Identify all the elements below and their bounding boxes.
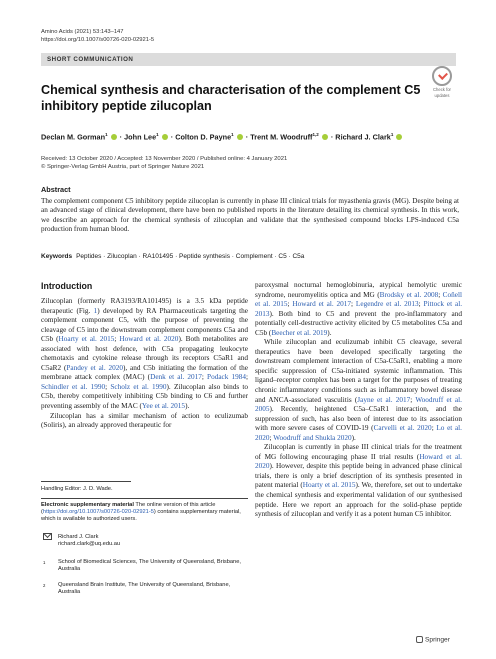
publisher-name: Springer	[425, 636, 450, 644]
orcid-icon[interactable]	[162, 134, 168, 140]
intro-paragraph-1: Zilucoplan (formerly RA3193/RA101495) is a 3.5 kDa peptide therapeutic (Fig. 1) developed by RA Pharmaceuticals targeting the complement component C5, with the purpose of preventing the cleavage of C5 into the downstream complement components C5a and C5b (Hoarty et al. 2015; Howard et al. 2020). Both metabolites are associated with host defence, with C5a propagating leukocyte chemotaxis and cytokine release through its receptors C5aR1 and C5aR2 (Pandey et al. 2020), and C5b initiating the formation of the membrane attack complex (MAC) (Denk et al. 2017; Podack 1984; Schindler et al. 1990; Scholz et al. 1990). Zilucoplan also binds to C5b, thereby competitively inhibiting C5b binding to C6 and further preventing assembly of the MAC (Yee et al. 2015).	[41, 297, 249, 411]
orcid-icon[interactable]	[396, 134, 402, 140]
article-title: Chemical synthesis and characterisation of the complement C5 inhibitory peptide zilucoplan	[41, 83, 421, 113]
citation-link[interactable]: Pittock et al. 2013	[255, 300, 463, 318]
publisher-logo	[416, 636, 450, 643]
esm-doi-link[interactable]: https://doi.org/10.1007/s00726-020-02921-5	[42, 509, 154, 516]
author-affiliation-sup: 1	[231, 132, 234, 137]
keywords-list: Peptides · Zilucoplan · RA101495 · Peptide synthesis · Complement · C5 · C5a	[76, 253, 305, 260]
envelope-icon	[43, 533, 52, 540]
abstract-text: The complement component C5 inhibitory peptide zilucoplan is currently in phase III clinical trials for myasthenia gravis (MG). Despite being at an advanced stage of clinical development, there have been no published reports in the literature detailing its chemical synthesis. In this work, we describe an approach for the chemical synthesis of zilucoplan and validate that the synthesised compound blocks LPS-induced C5a production from human blood.	[41, 197, 459, 233]
intro-paragraph-2-continued: paroxysmal nocturnal hemoglobinuria, atypical hemolytic uremic syndrome, neuromyelitis optica and MG (Brodsky et al. 2008; Coñell et al. 2015; Howard et al. 2017; Legendre et al. 2013; Pittock et al. 2013). Both bind to C5 and prevent the pro-inflammatory and potentially cell-destructive activity elicited by C5 metabolites C5a and C5b (Beecher et al. 2019).	[255, 281, 463, 337]
keywords-line	[41, 252, 459, 261]
citation-link[interactable]: Lo et al. 2020	[255, 424, 462, 442]
citation-link[interactable]: Yee et al. 2015	[141, 402, 186, 411]
contact-name: Richard J. Clark	[58, 534, 99, 540]
journal-citation: Amino Acids (2021) 53:143–147	[41, 29, 124, 35]
citation-link[interactable]: Hoarty et al. 2015	[58, 335, 115, 344]
citation-link[interactable]: Jayne et al. 2017	[357, 395, 411, 404]
esm-divider	[41, 498, 248, 499]
check-for-updates-badge[interactable]	[424, 66, 460, 98]
affiliation-item	[41, 582, 248, 596]
author-name[interactable]: Richard J. Clark	[335, 132, 391, 142]
author-name[interactable]: John Lee	[124, 132, 157, 142]
affiliation-item	[41, 559, 248, 573]
citation-link[interactable]: Howard et al. 2017	[292, 300, 352, 309]
citation-link[interactable]: Legendre et al. 2013	[355, 300, 419, 309]
citation-link[interactable]: Hoarty et al. 2015	[302, 481, 356, 490]
author-affiliation-sup: 1	[105, 132, 108, 137]
author-affiliation-sup: 1	[156, 132, 159, 137]
citation-link[interactable]: Woodruff and Shukla 2020	[273, 433, 352, 442]
left-column	[41, 297, 248, 431]
affiliation-number: 1	[43, 560, 46, 565]
orcid-icon[interactable]	[111, 134, 117, 140]
intro-paragraph-2: Zilucoplan has a similar mechanism of action to eculizumab (Soliris), an already approved therapeutic for	[41, 411, 248, 430]
author-affiliation-sup: 1	[390, 132, 394, 137]
citation-link[interactable]: Howard et al. 2020	[255, 452, 462, 471]
journal-doi[interactable]: https://doi.org/10.1007/s00726-020-02921-5	[41, 36, 155, 43]
esm-label: Electronic supplementary material	[41, 502, 134, 508]
springer-horse-icon	[416, 636, 423, 643]
citation-link[interactable]: Beecher et al. 2019	[271, 328, 328, 337]
affiliation-text: School of Biomedical Sciences, The University of Queensland, Brisbane, Australia	[58, 559, 241, 573]
citation-link[interactable]: Howard et al. 2020	[119, 335, 179, 344]
citation-link[interactable]: Podack 1984	[207, 373, 247, 382]
footnote-divider	[41, 481, 131, 482]
right-column	[255, 281, 462, 520]
corresponding-author	[41, 533, 248, 548]
citation-link[interactable]: Denk et al. 2017	[150, 373, 202, 382]
received-dates: Received: 13 October 2020 / Accepted: 13 November 2020 / Published online: 4 January 2021	[41, 156, 288, 162]
citation-link[interactable]: Coñell et al. 2015	[255, 290, 462, 309]
author-name[interactable]: Colton D. Payne	[175, 132, 232, 142]
journal-header	[41, 29, 154, 44]
handling-editor-note: Handling Editor: J. D. Wade.	[41, 486, 113, 492]
contact-email[interactable]: richard.clark@uq.edu.au	[58, 541, 121, 548]
section-label-bar: SHORT COMMUNICATION	[41, 53, 456, 66]
copyright-line: © Springer-Verlag GmbH Austria, part of Springer Nature 2021	[41, 164, 205, 171]
affiliation-text: Queensland Brain Institute, The University of Queensland, Brisbane, Australia	[58, 582, 231, 596]
abstract-heading: Abstract	[41, 185, 71, 194]
intro-paragraph-3: While zilucoplan and eculizumab inhibit C5 cleavage, several therapeutics have been developed specifically targeting the downstream complement interaction of C5a-C5aR1, enabling a more specific suppression of C5a-initiated systemic inflammation. This ligand–receptor complex has been a target for the purposes of treating chronic inflammatory conditions such as inflammatory bowel disease and ANCA-associated vasculitis (Jayne et al. 2017; Woodruff et al. 2005). Recently, heightened C5a–C5aR1 interaction, and the suppression of such, has also been of interest due to its association with more severe cases of COVID-19 (Carvelli et al. 2020; Lo et al. 2020; Woodruff and Shukla 2020).	[255, 338, 462, 442]
figure-link[interactable]: 1	[93, 306, 98, 315]
citation-link[interactable]: Schindler et al. 1990	[41, 382, 106, 391]
citation-link[interactable]: Scholz et al. 1990	[110, 382, 167, 391]
check-updates-line2: updates	[434, 93, 450, 98]
author-name[interactable]: Declan M. Gorman	[41, 132, 106, 142]
citation-link[interactable]: Brodsky et al. 2008	[379, 290, 439, 299]
intro-paragraph-4: Zilucoplan is currently in phase III clinical trials for the treatment of MG following encouraging phase II trial results (Howard et al. 2020). However, despite this peptide being in advanced phase clinical trials, there is only a brief description of its synthesis presented in patent material (Hoarty et al. 2015). We, therefore, set out to undertake the chemical synthesis and experimental validation of our synthesised peptide. Here we report an approach for the solid-phase peptide synthesis of zilucoplan and verify it as a potent human C5 inhibitor.	[255, 443, 462, 519]
affiliation-number: 2	[43, 583, 46, 588]
publication-history	[41, 155, 461, 171]
check-updates-line1: Check for	[433, 87, 451, 92]
author-list: Declan M. Gorman$^1$ · John Lee$^1$ · Colton D. Payne$^1$ · Trent M. Woodruff$^{1,2}$ · Richard J. Clark$^1$	[41, 130, 461, 142]
orcid-icon[interactable]	[322, 134, 328, 140]
author-name[interactable]: Trent M. Woodruff	[250, 132, 313, 142]
citation-link[interactable]: Woodruff et al. 2005	[255, 395, 462, 414]
citation-link[interactable]: Pandey et al. 2020	[66, 363, 123, 372]
author-affiliation-sup: 1,2	[312, 132, 319, 137]
supplementary-material-note: Electronic supplementary material The online version of this article (https://doi.org/10.1007/s00726-020-02921-5) contains supplementary material, which is available to authorized users.	[41, 502, 241, 523]
check-updates-icon	[432, 66, 452, 86]
orcid-icon[interactable]	[237, 134, 243, 140]
keywords-label: Keywords	[41, 253, 73, 260]
introduction-heading: Introduction	[41, 281, 93, 291]
citation-link[interactable]: Carvelli et al. 2020	[373, 424, 432, 433]
